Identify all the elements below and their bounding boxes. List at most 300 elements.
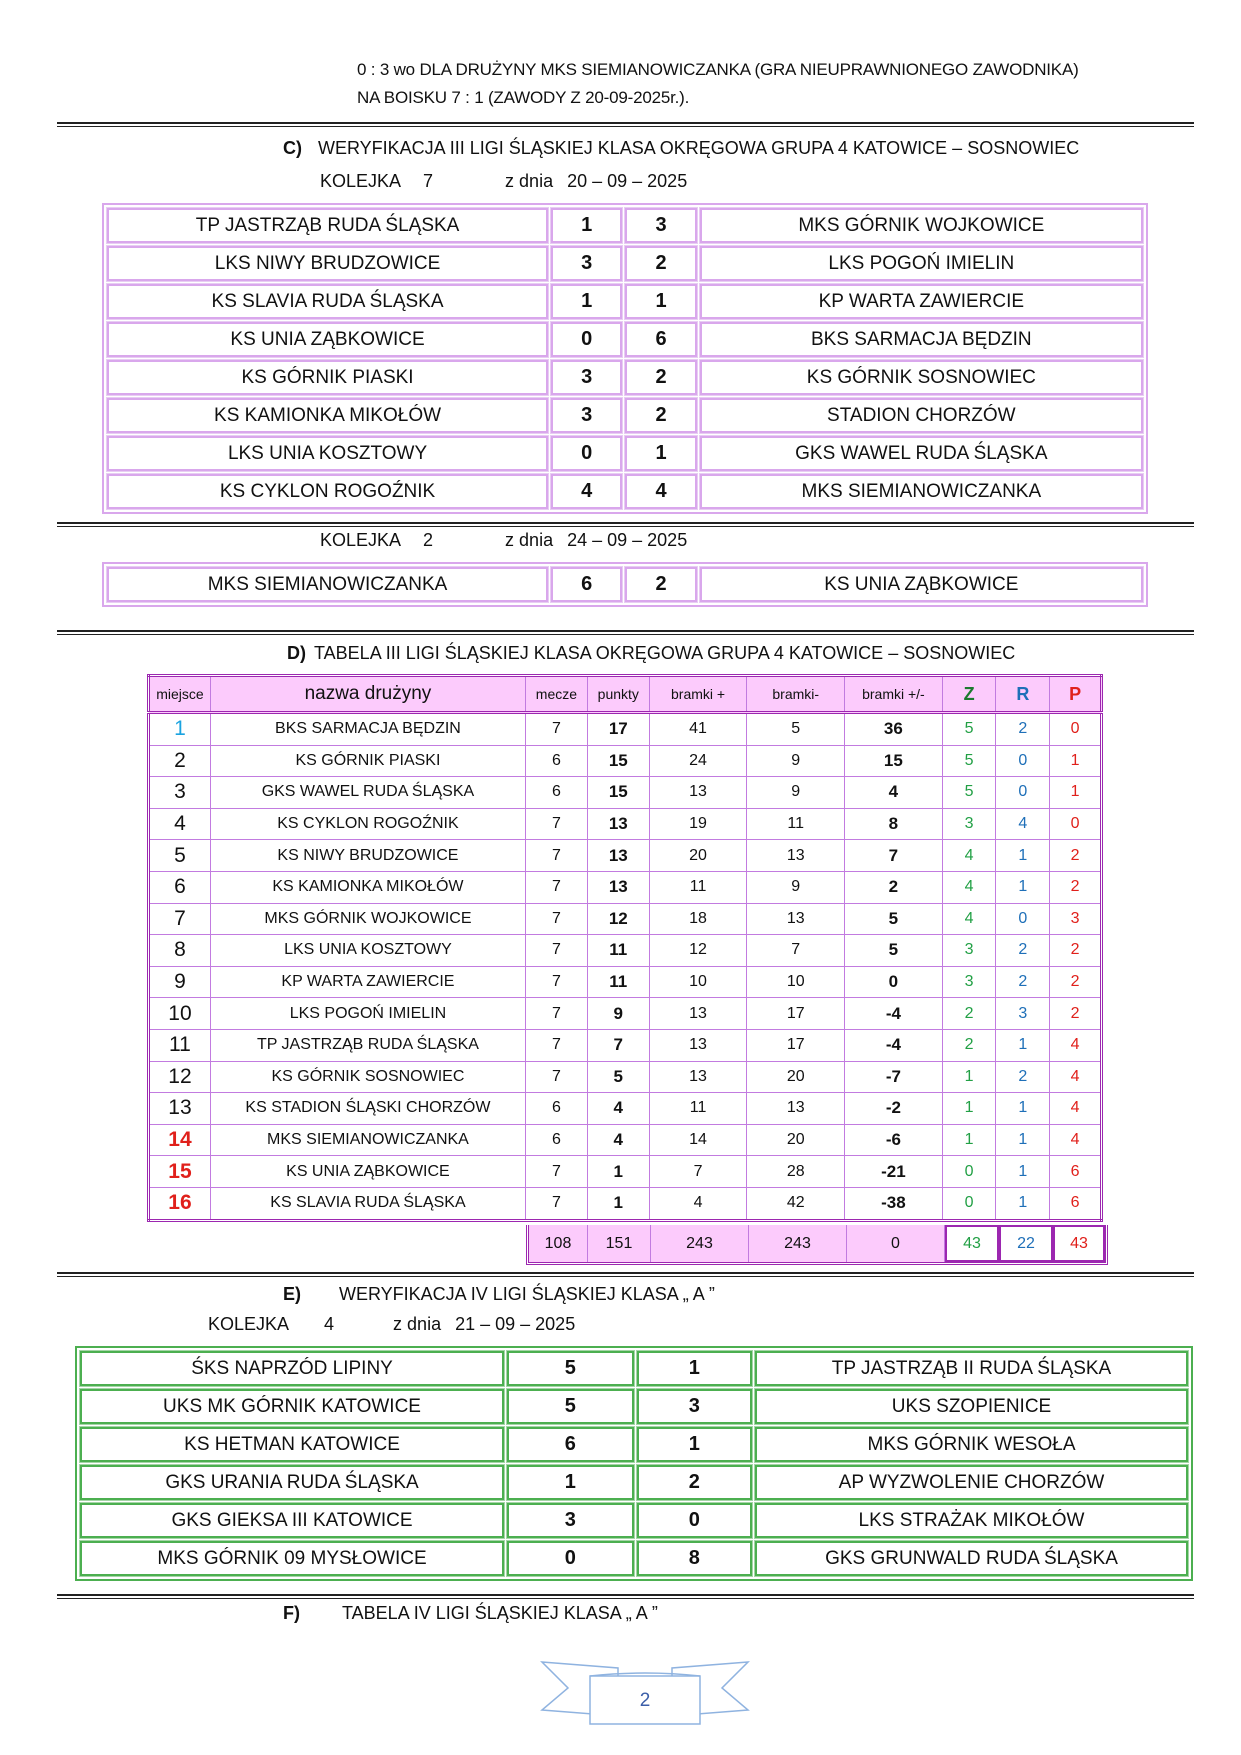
home-score: 1 — [551, 208, 622, 243]
divider — [57, 522, 1194, 527]
losses: 2 — [1050, 966, 1102, 998]
home-score: 3 — [551, 246, 622, 281]
header-draws: R — [996, 676, 1050, 713]
draws: 2 — [996, 935, 1050, 967]
draws: 1 — [996, 1124, 1050, 1156]
goals-against: 11 — [747, 808, 845, 840]
wins: 3 — [942, 808, 996, 840]
header-position: miejsce — [149, 676, 211, 713]
home-score: 0 — [507, 1541, 634, 1576]
match-row — [107, 474, 1143, 509]
goal-difference: 4 — [845, 777, 943, 809]
section-c-heading — [283, 138, 1079, 159]
goals-against: 5 — [747, 713, 845, 746]
away-team: BKS SARMACJA BĘDZIN — [700, 322, 1143, 357]
goals-for: 41 — [649, 713, 747, 746]
goals-for: 10 — [649, 966, 747, 998]
matches-played: 7 — [525, 966, 587, 998]
goals-for: 4 — [649, 1187, 747, 1220]
home-team: MKS GÓRNIK 09 MYSŁOWICE — [80, 1541, 504, 1576]
team-name: LKS UNIA KOSZTOWY — [210, 935, 525, 967]
points: 13 — [587, 871, 649, 903]
matches-played: 7 — [525, 871, 587, 903]
wins: 4 — [942, 871, 996, 903]
home-team: GKS GIEKSA III KATOWICE — [80, 1503, 504, 1538]
goals-for: 20 — [649, 840, 747, 872]
losses: 0 — [1050, 808, 1102, 840]
standings-row — [149, 998, 1102, 1030]
goals-against: 28 — [747, 1156, 845, 1188]
points: 12 — [587, 903, 649, 935]
wins: 3 — [942, 935, 996, 967]
goal-difference: 0 — [845, 966, 943, 998]
divider — [57, 1272, 1194, 1277]
goal-difference: 8 — [845, 808, 943, 840]
match-row — [107, 284, 1143, 319]
draws: 2 — [996, 713, 1050, 746]
wins: 0 — [942, 1156, 996, 1188]
home-score: 1 — [551, 284, 622, 319]
match-row — [80, 1541, 1188, 1576]
round-line — [320, 171, 687, 192]
goals-for: 7 — [649, 1156, 747, 1188]
goals-against: 10 — [747, 966, 845, 998]
team-name: MKS SIEMIANOWICZANKA — [210, 1124, 525, 1156]
losses: 4 — [1050, 1093, 1102, 1125]
away-team: LKS STRAŻAK MIKOŁÓW — [755, 1503, 1188, 1538]
position: 5 — [149, 840, 211, 872]
position: 1 — [149, 713, 211, 746]
round-line — [208, 1314, 575, 1335]
round-label: KOLEJKA — [208, 1314, 290, 1334]
team-name: KS CYKLON ROGOŹNIK — [210, 808, 525, 840]
total-draws: 22 — [999, 1225, 1053, 1262]
goals-for: 13 — [649, 998, 747, 1030]
goals-for: 18 — [649, 903, 747, 935]
goals-against: 13 — [747, 840, 845, 872]
losses: 2 — [1050, 840, 1102, 872]
position: 15 — [149, 1156, 211, 1188]
away-team: GKS WAWEL RUDA ŚLĄSKA — [700, 436, 1143, 471]
losses: 4 — [1050, 1124, 1102, 1156]
position: 8 — [149, 935, 211, 967]
total-matches: 108 — [529, 1225, 588, 1262]
losses: 6 — [1050, 1187, 1102, 1220]
goals-against: 9 — [747, 745, 845, 777]
position: 6 — [149, 871, 211, 903]
total-points: 151 — [588, 1225, 651, 1262]
header-goals-for: bramki + — [649, 676, 747, 713]
home-team: KS KAMIONKA MIKOŁÓW — [107, 398, 548, 433]
goals-against: 42 — [747, 1187, 845, 1220]
away-team: KS UNIA ZĄBKOWICE — [700, 567, 1143, 602]
standings-table — [147, 674, 1103, 1222]
home-score: 0 — [551, 436, 622, 471]
wins: 4 — [942, 903, 996, 935]
draws: 3 — [996, 998, 1050, 1030]
home-score: 1 — [507, 1465, 634, 1500]
wins: 5 — [942, 713, 996, 746]
away-team: MKS GÓRNIK WESOŁA — [755, 1427, 1188, 1462]
header-points: punkty — [587, 676, 649, 713]
home-team: GKS URANIA RUDA ŚLĄSKA — [80, 1465, 504, 1500]
away-team: KS GÓRNIK SOSNOWIEC — [700, 360, 1143, 395]
wins: 4 — [942, 840, 996, 872]
away-score: 1 — [625, 284, 696, 319]
goal-difference: -38 — [845, 1187, 943, 1220]
team-name: TP JASTRZĄB RUDA ŚLĄSKA — [210, 1029, 525, 1061]
section-e-heading — [283, 1284, 715, 1305]
goals-against: 20 — [747, 1124, 845, 1156]
away-score: 0 — [637, 1503, 752, 1538]
away-team: KP WARTA ZAWIERCIE — [700, 284, 1143, 319]
matches-played: 6 — [525, 1093, 587, 1125]
header-matches: mecze — [525, 676, 587, 713]
goal-difference: 7 — [845, 840, 943, 872]
goal-difference: -4 — [845, 998, 943, 1030]
total-goals-against: 243 — [749, 1225, 847, 1262]
points: 15 — [587, 745, 649, 777]
away-score: 2 — [625, 398, 696, 433]
home-team: KS SLAVIA RUDA ŚLĄSKA — [107, 284, 548, 319]
wins: 3 — [942, 966, 996, 998]
points: 7 — [587, 1029, 649, 1061]
total-goals-for: 243 — [651, 1225, 749, 1262]
goals-against: 9 — [747, 777, 845, 809]
away-score: 2 — [637, 1465, 752, 1500]
standings-row — [149, 1156, 1102, 1188]
away-team: TP JASTRZĄB II RUDA ŚLĄSKA — [755, 1351, 1188, 1386]
points: 1 — [587, 1187, 649, 1220]
home-team: KS GÓRNIK PIASKI — [107, 360, 548, 395]
divider — [57, 1594, 1194, 1599]
match-row — [80, 1503, 1188, 1538]
match-row — [107, 208, 1143, 243]
goal-difference: -4 — [845, 1029, 943, 1061]
goals-against: 13 — [747, 1093, 845, 1125]
home-score: 5 — [507, 1351, 634, 1386]
team-name: LKS POGOŃ IMIELIN — [210, 998, 525, 1030]
losses: 2 — [1050, 935, 1102, 967]
home-score: 0 — [551, 322, 622, 357]
points: 5 — [587, 1061, 649, 1093]
round-number: 4 — [324, 1314, 335, 1334]
away-score: 4 — [625, 474, 696, 509]
draws: 1 — [996, 1029, 1050, 1061]
match-row — [80, 1389, 1188, 1424]
goal-difference: -21 — [845, 1156, 943, 1188]
goals-for: 14 — [649, 1124, 747, 1156]
notice-line-2: NA BOISKU 7 : 1 (ZAWODY Z 20-09-2025r.). — [357, 88, 690, 107]
goals-for: 12 — [649, 935, 747, 967]
goals-for: 24 — [649, 745, 747, 777]
matches-played: 6 — [525, 777, 587, 809]
position: 12 — [149, 1061, 211, 1093]
goals-against: 9 — [747, 871, 845, 903]
team-name: KS GÓRNIK SOSNOWIEC — [210, 1061, 525, 1093]
points: 15 — [587, 777, 649, 809]
round-label: KOLEJKA — [320, 530, 402, 550]
away-score: 6 — [625, 322, 696, 357]
matches-played: 7 — [525, 713, 587, 746]
goals-against: 13 — [747, 903, 845, 935]
section-letter: F) — [283, 1603, 300, 1623]
losses: 4 — [1050, 1029, 1102, 1061]
home-score: 6 — [507, 1427, 634, 1462]
header-wins: Z — [942, 676, 996, 713]
points: 13 — [587, 808, 649, 840]
notice-line-1: 0 : 3 wo DLA DRUŻYNY MKS SIEMIANOWICZANKA (GRA NIEUPRAWNIONEGO ZAWODNIKA) — [357, 60, 1079, 79]
team-name: KS KAMIONKA MIKOŁÓW — [210, 871, 525, 903]
losses: 3 — [1050, 903, 1102, 935]
standings-totals-row — [526, 1225, 1108, 1265]
goals-against: 20 — [747, 1061, 845, 1093]
standings-row — [149, 745, 1102, 777]
draws: 2 — [996, 966, 1050, 998]
draws: 0 — [996, 777, 1050, 809]
goal-difference: 2 — [845, 871, 943, 903]
goals-for: 13 — [649, 1061, 747, 1093]
team-name: KS STADION ŚLĄSKI CHORZÓW — [210, 1093, 525, 1125]
losses: 4 — [1050, 1061, 1102, 1093]
points: 11 — [587, 966, 649, 998]
points: 1 — [587, 1156, 649, 1188]
losses: 6 — [1050, 1156, 1102, 1188]
match-row — [107, 398, 1143, 433]
team-name: KS SLAVIA RUDA ŚLĄSKA — [210, 1187, 525, 1220]
section-title: WERYFIKACJA IV LIGI ŚLĄSKIEJ KLASA „ A ” — [339, 1284, 715, 1304]
away-score: 8 — [637, 1541, 752, 1576]
home-team: TP JASTRZĄB RUDA ŚLĄSKA — [107, 208, 548, 243]
wins: 0 — [942, 1187, 996, 1220]
away-team: GKS GRUNWALD RUDA ŚLĄSKA — [755, 1541, 1188, 1576]
match-results-table — [75, 1346, 1193, 1581]
goal-difference: -7 — [845, 1061, 943, 1093]
position: 16 — [149, 1187, 211, 1220]
goals-against: 7 — [747, 935, 845, 967]
date-label: z dnia — [505, 171, 554, 191]
standings-row — [149, 1029, 1102, 1061]
home-score: 3 — [551, 360, 622, 395]
match-row — [80, 1351, 1188, 1386]
matches-played: 7 — [525, 903, 587, 935]
matches-played: 7 — [525, 1061, 587, 1093]
away-score: 2 — [625, 246, 696, 281]
section-title: TABELA III LIGI ŚLĄSKIEJ KLASA OKRĘGOWA GRUPA 4 KATOWICE – SOSNOWIEC — [314, 643, 1016, 663]
section-letter: D) — [287, 643, 306, 663]
page-number: 2 — [639, 1690, 651, 1711]
home-score: 4 — [551, 474, 622, 509]
draws: 0 — [996, 903, 1050, 935]
match-row — [107, 436, 1143, 471]
goals-for: 11 — [649, 871, 747, 903]
divider — [57, 630, 1194, 635]
matches-played: 7 — [525, 1187, 587, 1220]
round-number: 2 — [423, 530, 434, 550]
away-team: UKS SZOPIENICE — [755, 1389, 1188, 1424]
standings-row — [149, 808, 1102, 840]
draws: 1 — [996, 1187, 1050, 1220]
total-losses: 43 — [1053, 1225, 1105, 1262]
header-goals-against: bramki- — [747, 676, 845, 713]
matches-played: 6 — [525, 1124, 587, 1156]
wins: 2 — [942, 1029, 996, 1061]
match-row — [107, 322, 1143, 357]
points: 4 — [587, 1093, 649, 1125]
home-team: KS UNIA ZĄBKOWICE — [107, 322, 548, 357]
round-date: 24 – 09 – 2025 — [567, 530, 688, 550]
losses: 2 — [1050, 871, 1102, 903]
home-team: KS CYKLON ROGOŹNIK — [107, 474, 548, 509]
draws: 1 — [996, 871, 1050, 903]
draws: 0 — [996, 745, 1050, 777]
round-number: 7 — [423, 171, 434, 191]
round-date: 21 – 09 – 2025 — [455, 1314, 576, 1334]
standings-row — [149, 1187, 1102, 1220]
away-team: MKS GÓRNIK WOJKOWICE — [700, 208, 1143, 243]
standings-row — [149, 871, 1102, 903]
draws: 4 — [996, 808, 1050, 840]
section-f-heading — [283, 1603, 658, 1624]
draws: 1 — [996, 1156, 1050, 1188]
round-date: 20 – 09 – 2025 — [567, 171, 688, 191]
position: 11 — [149, 1029, 211, 1061]
section-letter: E) — [283, 1284, 301, 1304]
home-team: KS HETMAN KATOWICE — [80, 1427, 504, 1462]
away-team: LKS POGOŃ IMIELIN — [700, 246, 1143, 281]
position: 10 — [149, 998, 211, 1030]
goals-for: 11 — [649, 1093, 747, 1125]
home-score: 3 — [551, 398, 622, 433]
goal-difference: 5 — [845, 935, 943, 967]
standings-row — [149, 713, 1102, 746]
goal-difference: 5 — [845, 903, 943, 935]
goals-for: 13 — [649, 1029, 747, 1061]
draws: 2 — [996, 1061, 1050, 1093]
date-label: z dnia — [393, 1314, 442, 1334]
date-label: z dnia — [505, 530, 554, 550]
standings-row — [149, 1061, 1102, 1093]
home-score: 5 — [507, 1389, 634, 1424]
matches-played: 7 — [525, 1029, 587, 1061]
away-team: MKS SIEMIANOWICZANKA — [700, 474, 1143, 509]
position: 3 — [149, 777, 211, 809]
standings-row — [149, 903, 1102, 935]
away-score: 1 — [637, 1427, 752, 1462]
losses: 1 — [1050, 777, 1102, 809]
section-letter: C) — [283, 138, 302, 158]
header-losses: P — [1050, 676, 1102, 713]
home-score: 3 — [507, 1503, 634, 1538]
losses: 2 — [1050, 998, 1102, 1030]
match-row — [80, 1465, 1188, 1500]
standings-row — [149, 777, 1102, 809]
goals-for: 19 — [649, 808, 747, 840]
home-score: 6 — [551, 567, 622, 602]
match-results-table — [102, 203, 1148, 514]
away-score: 2 — [625, 360, 696, 395]
home-team: MKS SIEMIANOWICZANKA — [107, 567, 548, 602]
position: 13 — [149, 1093, 211, 1125]
match-row — [107, 246, 1143, 281]
total-wins: 43 — [945, 1225, 999, 1262]
total-goal-diff: 0 — [847, 1225, 945, 1262]
matches-played: 7 — [525, 840, 587, 872]
position: 14 — [149, 1124, 211, 1156]
losses: 1 — [1050, 745, 1102, 777]
away-score: 2 — [625, 567, 696, 602]
wins: 5 — [942, 745, 996, 777]
standings-row — [149, 935, 1102, 967]
wins: 1 — [942, 1124, 996, 1156]
points: 13 — [587, 840, 649, 872]
away-score: 3 — [637, 1389, 752, 1424]
section-title: TABELA IV LIGI ŚLĄSKIEJ KLASA „ A ” — [342, 1603, 658, 1623]
away-score: 3 — [625, 208, 696, 243]
draws: 1 — [996, 1093, 1050, 1125]
losses: 0 — [1050, 713, 1102, 746]
team-name: GKS WAWEL RUDA ŚLĄSKA — [210, 777, 525, 809]
header-team-name: nazwa drużyny — [210, 676, 525, 713]
matches-played: 7 — [525, 935, 587, 967]
team-name: KS UNIA ZĄBKOWICE — [210, 1156, 525, 1188]
team-name: KP WARTA ZAWIERCIE — [210, 966, 525, 998]
match-results-table — [102, 562, 1148, 607]
team-name: MKS GÓRNIK WOJKOWICE — [210, 903, 525, 935]
home-team: ŚKS NAPRZÓD LIPINY — [80, 1351, 504, 1386]
section-title: WERYFIKACJA III LIGI ŚLĄSKIEJ KLASA OKRĘGOWA GRUPA 4 KATOWICE – SOSNOWIEC — [318, 138, 1080, 158]
match-row — [107, 360, 1143, 395]
home-team: UKS MK GÓRNIK KATOWICE — [80, 1389, 504, 1424]
position: 7 — [149, 903, 211, 935]
section-d-heading — [287, 643, 1015, 664]
position: 2 — [149, 745, 211, 777]
points: 11 — [587, 935, 649, 967]
away-score: 1 — [625, 436, 696, 471]
matches-played: 7 — [525, 1156, 587, 1188]
wins: 5 — [942, 777, 996, 809]
points: 17 — [587, 713, 649, 746]
wins: 1 — [942, 1093, 996, 1125]
wins: 1 — [942, 1061, 996, 1093]
wins: 2 — [942, 998, 996, 1030]
away-team: AP WYZWOLENIE CHORZÓW — [755, 1465, 1188, 1500]
home-team: LKS NIWY BRUDZOWICE — [107, 246, 548, 281]
points: 9 — [587, 998, 649, 1030]
round-label: KOLEJKA — [320, 171, 402, 191]
goals-against: 17 — [747, 998, 845, 1030]
goals-against: 17 — [747, 1029, 845, 1061]
goal-difference: 15 — [845, 745, 943, 777]
goals-for: 13 — [649, 777, 747, 809]
team-name: KS GÓRNIK PIASKI — [210, 745, 525, 777]
away-team: STADION CHORZÓW — [700, 398, 1143, 433]
match-row — [107, 567, 1143, 602]
standings-row — [149, 1093, 1102, 1125]
matches-played: 7 — [525, 808, 587, 840]
goal-difference: -6 — [845, 1124, 943, 1156]
standings-row — [149, 840, 1102, 872]
matches-played: 7 — [525, 998, 587, 1030]
goal-difference: 36 — [845, 713, 943, 746]
position: 9 — [149, 966, 211, 998]
team-name: BKS SARMACJA BĘDZIN — [210, 713, 525, 746]
points: 4 — [587, 1124, 649, 1156]
draws: 1 — [996, 840, 1050, 872]
matches-played: 6 — [525, 745, 587, 777]
round-line — [320, 530, 687, 551]
goal-difference: -2 — [845, 1093, 943, 1125]
